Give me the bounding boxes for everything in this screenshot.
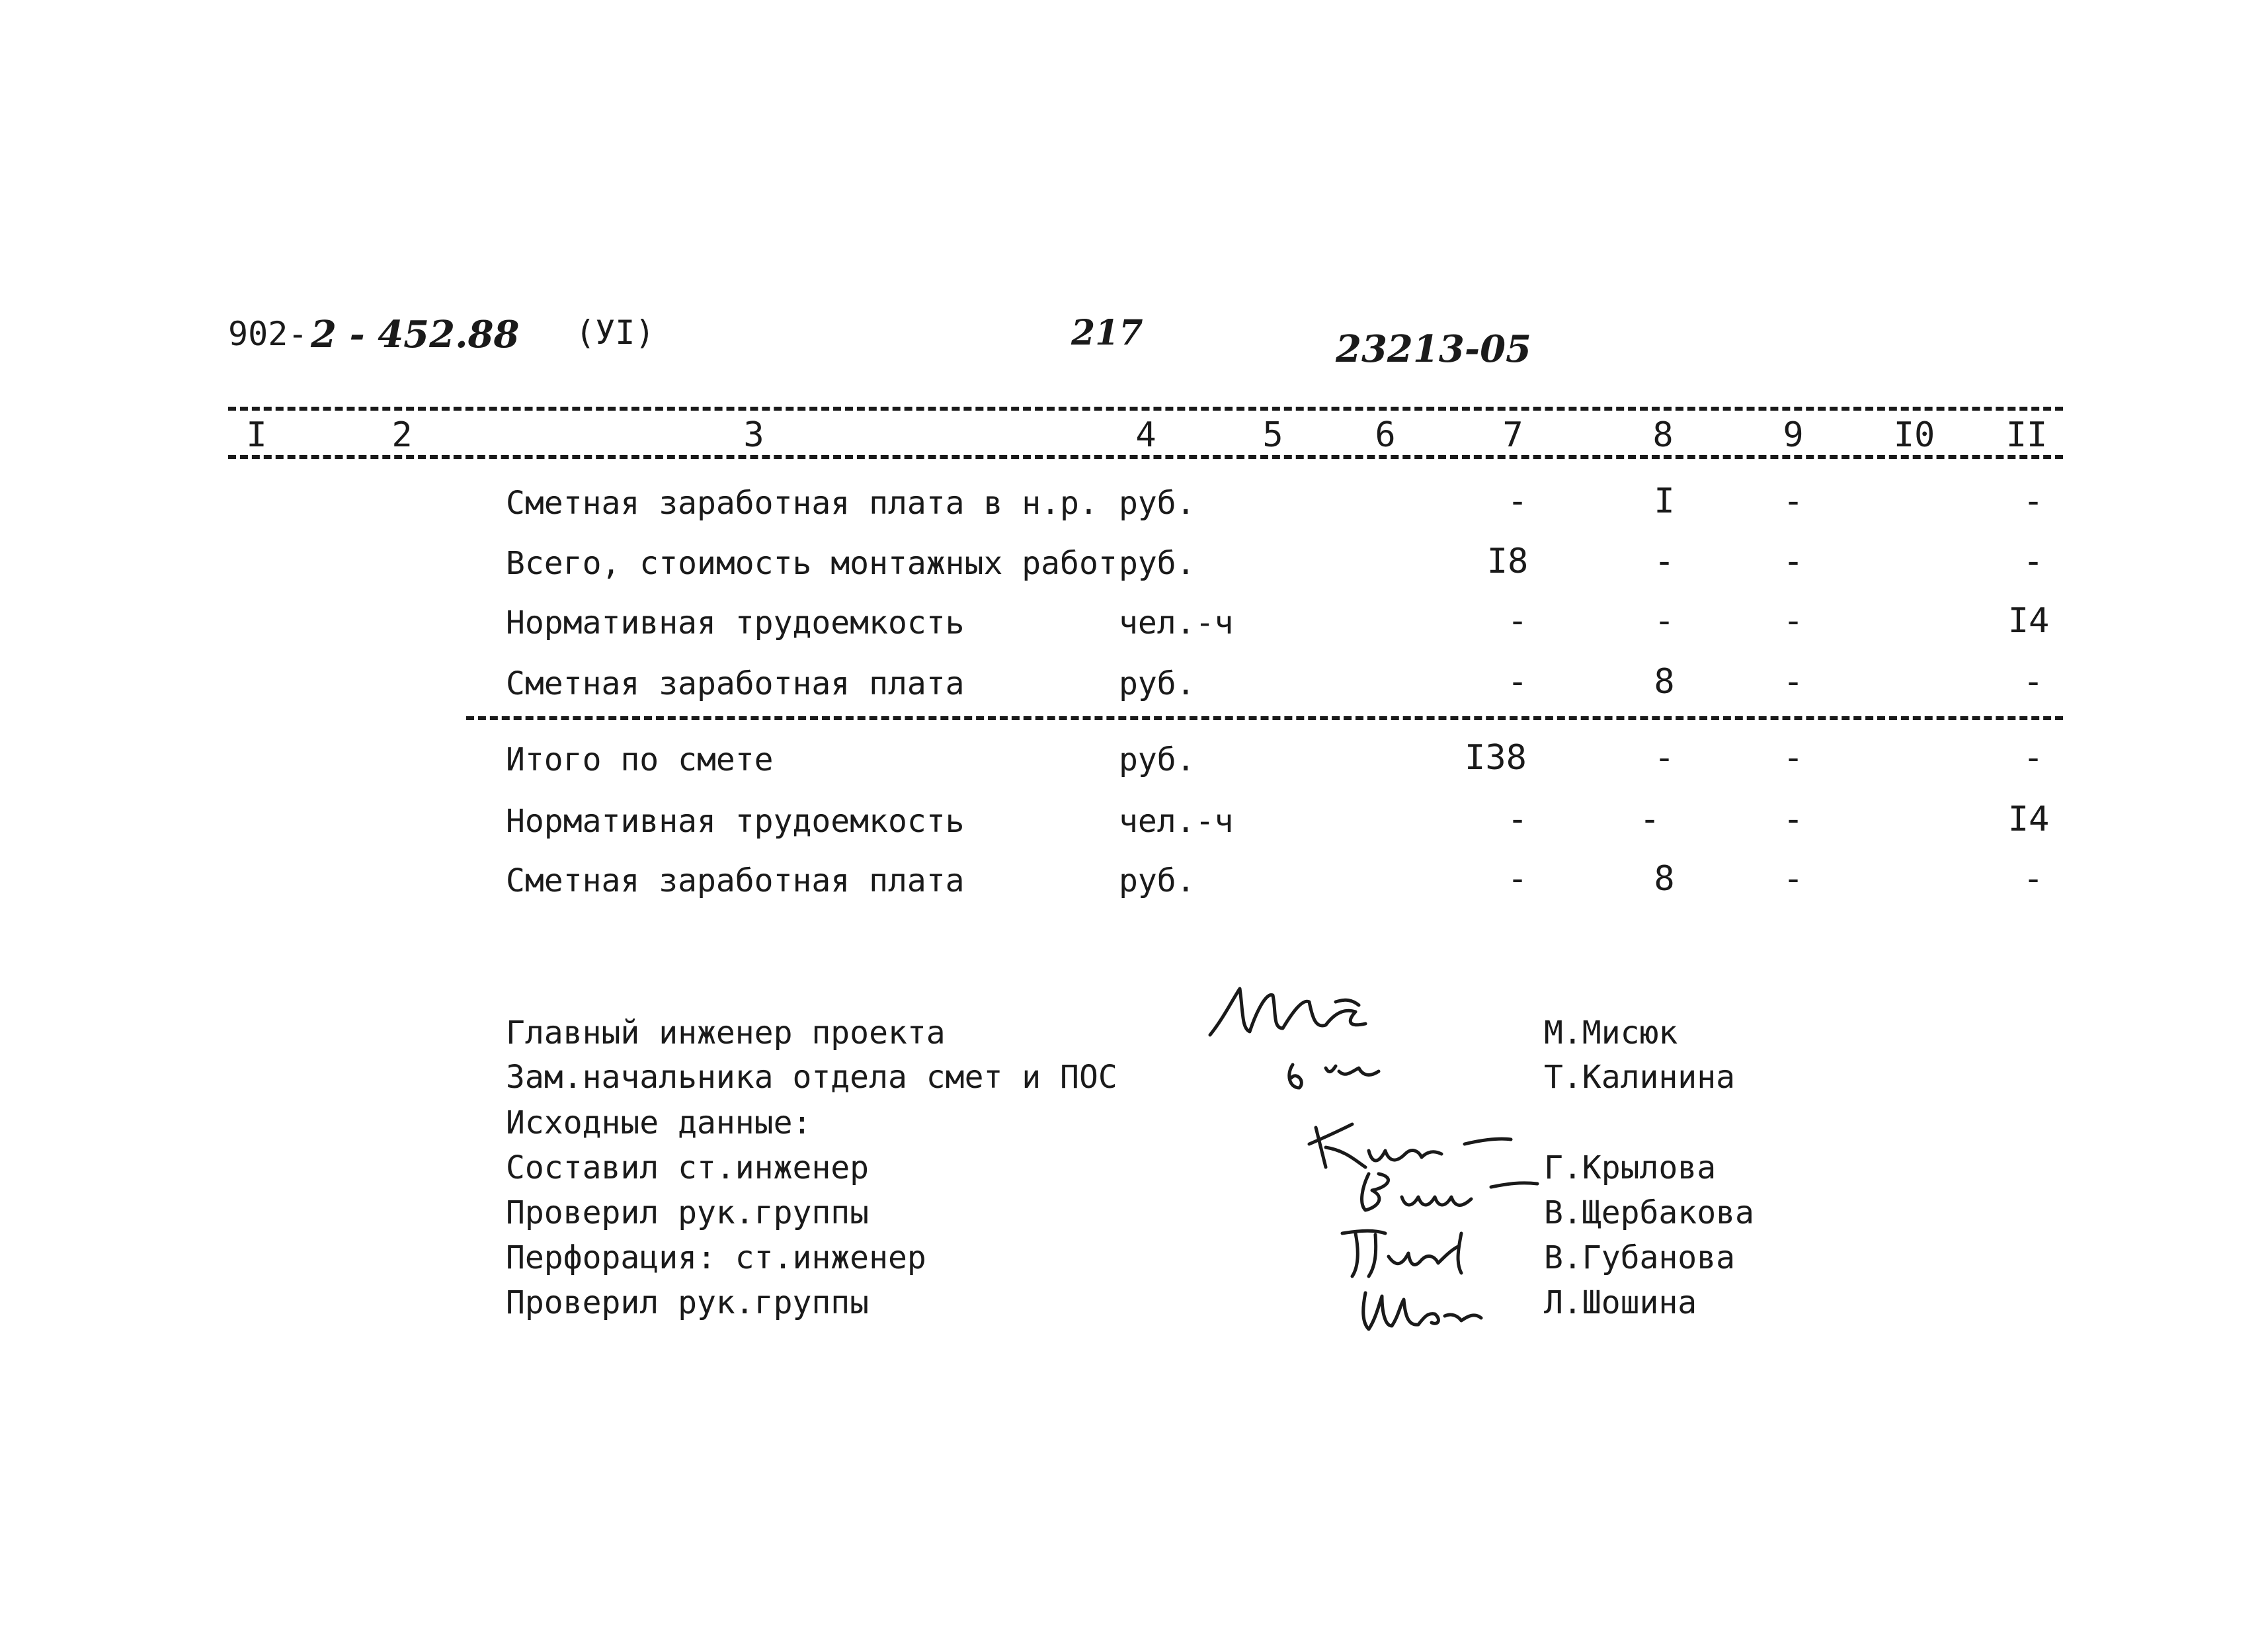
cell-col9: - [1783,800,1804,839]
header-rule-bottom [228,455,2063,459]
signatory-role: Проверил рук.группы [506,1194,870,1231]
row-label: Сметная заработная плата [506,665,965,702]
row-label: Всего, стоимость монтажных работ [506,545,1117,582]
row-unit: чел.-ч [1119,803,1234,840]
row-unit: руб. [1119,665,1195,702]
cell-col9: - [1783,481,1804,521]
column-header-1: I [246,415,267,455]
signature-kalinina [1279,1051,1398,1104]
signatory-name: М.Мисюк [1544,1014,1678,1051]
cell-col11: - [2023,662,2044,702]
column-header-10: I0 [1893,415,1935,455]
cell-col7: I8 [1486,542,1529,581]
column-header-9: 9 [1783,415,1804,455]
column-header-7: 7 [1502,415,1523,455]
cell-col9: - [1783,662,1804,702]
signature-shcherbakova [1349,1161,1560,1220]
signature-shoshina [1352,1280,1498,1339]
cell-col8: - [1654,601,1675,641]
cell-col7: - [1507,800,1528,839]
row-label: Нормативная трудоемкость [506,604,965,641]
header-rule-top [228,407,2063,411]
column-header-11: II [2005,415,2048,455]
cell-col8: 8 [1654,859,1675,899]
column-header-3: 3 [743,415,764,455]
signatory-role: Исходные данные: [506,1104,812,1141]
cell-col11: - [2023,481,2044,521]
column-header-6: 6 [1375,415,1396,455]
column-header-4: 4 [1135,415,1156,455]
signatory-role: Зам.начальника отдела смет и ПОС [506,1059,1117,1096]
cell-col11: - [2023,542,2044,581]
row-unit: руб. [1119,741,1195,778]
cell-col11: - [2023,738,2044,778]
cell-col8: - [1654,542,1675,581]
row-unit: чел.-ч [1119,604,1234,641]
signatory-name: Т.Калинина [1544,1059,1735,1096]
doc-prefix: 902- [228,315,308,353]
signatory-name: Л.Шошина [1544,1284,1697,1321]
cell-col9: - [1783,738,1804,778]
cell-col11: I4 [2007,601,2050,641]
cell-col8: - [1639,800,1660,839]
cell-col7: - [1507,662,1528,702]
row-unit: руб. [1119,485,1195,522]
cell-col7: - [1507,601,1528,641]
doc-number-handwritten: 2 - 452.88 [311,313,520,356]
signatory-role: Перфорация: ст.инженер [506,1239,926,1276]
column-header-5: 5 [1262,415,1283,455]
signature-gubanova [1336,1220,1488,1283]
signatory-name: В.Щербакова [1544,1194,1754,1231]
signature-misyuk [1203,972,1382,1051]
cell-col8: - [1654,738,1675,778]
cell-col11: I4 [2007,800,2050,839]
page-number-handwritten: 217 [1071,313,1143,353]
cell-col9: - [1783,601,1804,641]
row-label: Итого по смете [506,741,774,778]
row-unit: руб. [1119,862,1195,899]
signatory-role: Составил ст.инженер [506,1149,870,1186]
cell-col9: - [1783,542,1804,581]
cell-col8: I [1654,481,1675,521]
cell-col11: - [2023,859,2044,899]
row-unit: руб. [1119,545,1195,582]
row-label: Сметная заработная плата в н.р. [506,485,1098,522]
column-header-2: 2 [391,415,413,455]
code-handwritten: 23213-05 [1336,327,1531,371]
signatory-role: Главный инженер проекта [506,1014,946,1051]
cell-col9: - [1783,859,1804,899]
signatory-name: В.Губанова [1544,1239,1735,1276]
cell-col7: I38 [1465,738,1527,778]
subtotal-rule [466,716,2063,720]
column-header-8: 8 [1652,415,1674,455]
cell-col7: - [1507,481,1528,521]
signatory-role: Проверил рук.группы [506,1284,870,1321]
section-number: (УI) [575,313,655,352]
row-label: Сметная заработная плата [506,862,965,899]
row-label: Нормативная трудоемкость [506,803,965,840]
signatory-name: Г.Крылова [1544,1149,1717,1186]
cell-col8: 8 [1654,662,1675,702]
cell-col7: - [1507,859,1528,899]
